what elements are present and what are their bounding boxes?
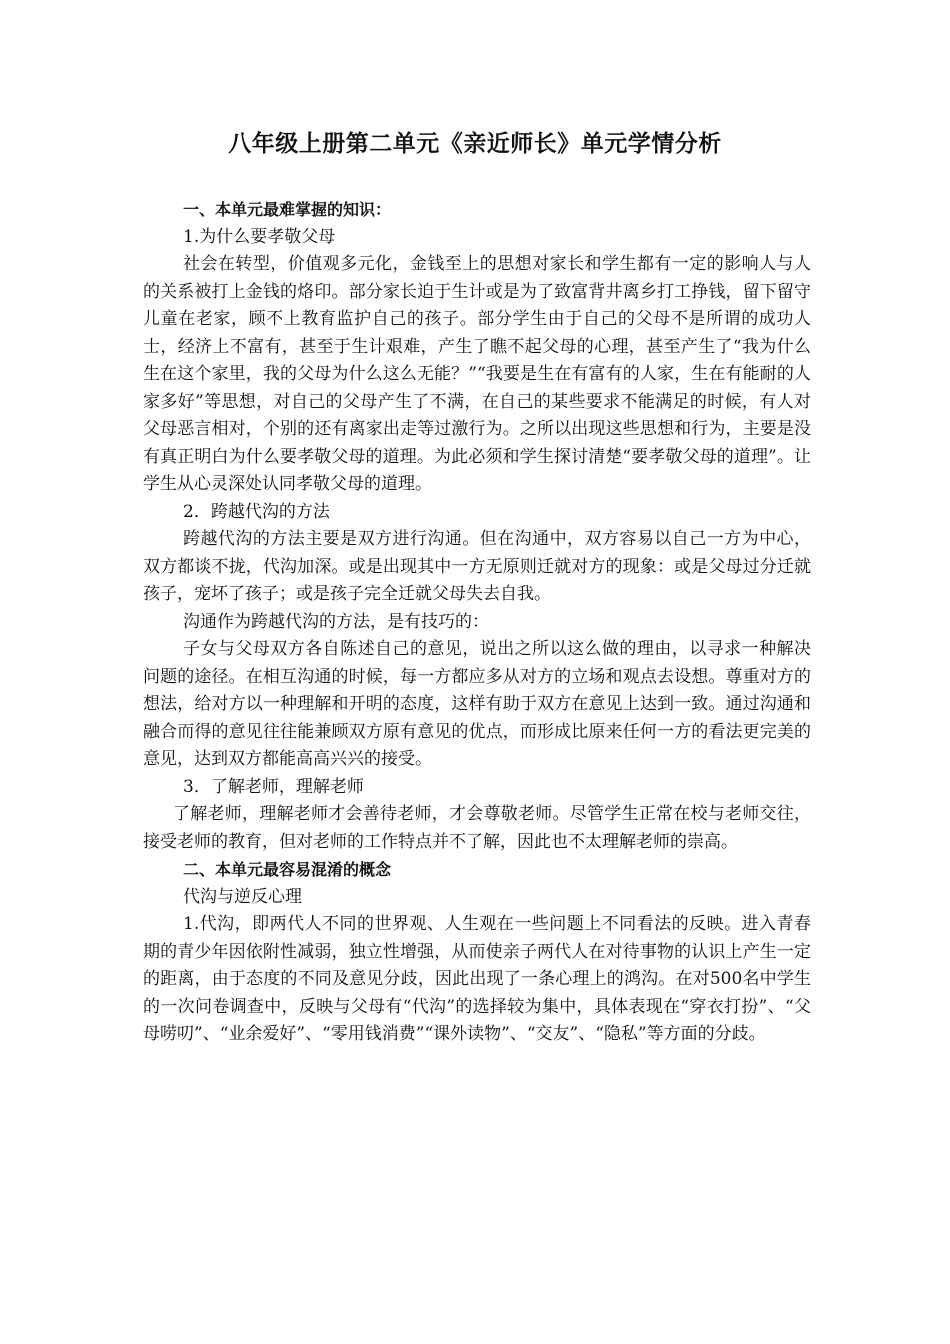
item-3-title: 3．了解老师，理解老师 xyxy=(183,776,364,797)
item-3-paragraph: 了解老师，理解老师才会善待老师，才会尊敬老师。尽管学生正常在校与老师交往，接受老师的教育，但对老师的工作特点并不了解，因此也不太理解老师的崇高。 xyxy=(143,804,811,852)
item-2-paragraph-1: 跨越代沟的方法主要是双方进行沟通。但在沟通中，双方容易以自己一方为中心，双方都谈不拢，代沟加深。或是出现其中一方无原则迁就对方的现象：或是父母过分迁就孩子，宠坏了孩子；或是孩子完全迁就父母失去自我。 xyxy=(143,529,811,604)
document-body xyxy=(143,196,811,1049)
section-2-heading: 二、本单元最容易混淆的概念 xyxy=(183,860,392,879)
item-2-paragraph-3: 子女与父母双方各自陈述自己的意见，说出之所以这么做的理由，以寻求一种解决问题的途径。在相互沟通的时候，每一方都应多从对方的立场和观点去设想。尊重对方的想法，给对方以一种理解和开明的态度，这样有助于双方在意见上达到一致。通过沟通和融合而得的意见往往能兼顾双方原有意见的优点，而形成比原来任何一方的看法更完美的意见，达到双方都能高高兴兴的接受。 xyxy=(143,639,811,769)
item-1-paragraph: 社会在转型，价值观多元化，金钱至上的思想对家长和学生都有一定的影响人与人的关系被打上金钱的烙印。部分家长迫于生计或是为了致富背井离乡打工挣钱，留下留守儿童在老家，顾不上教育监护自己的孩子。部分学生由于自己的父母不是所谓的成功人士，经济上不富有，甚至于生计艰难，产生了瞧不起父母的心理，甚至产生了“我为什么生在这个家里，我的父母为什么这么无能？”“我要是生在有富有的人家，生在有能耐的人家多好”等思想，对自己的父母产生了不满，在自己的某些要求不能满足的时候，有人对父母恶言相对，个别的还有离家出走等过激行为。之所以出现这些思想和行为，主要是没有真正明白为什么要孝敬父母的道理。为此必须和学生探讨清楚“要孝敬父母的道理”。让学生从心灵深处认同孝敬父母的道理。 xyxy=(143,254,811,494)
item-2-title: 2．跨越代沟的方法 xyxy=(183,501,330,522)
item-2-paragraph-2: 沟通作为跨越代沟的方法，是有技巧的： xyxy=(183,611,489,632)
document-title: 八年级上册第二单元《亲近师长》单元学情分析 xyxy=(228,131,722,157)
section-2-subheading: 代沟与逆反心理 xyxy=(183,886,302,907)
item-1-title: 1.为什么要孝敬父母 xyxy=(183,226,336,247)
section-1-heading: 一、本单元最难掌握的知识： xyxy=(183,200,392,219)
section-2-paragraph: 1.代沟，即两代人不同的世界观、人生观在一些问题上不同看法的反映。进入青春期的青少年因依附性减弱，独立性增强，从而使亲子两代人在对待事物的认识上产生一定的距离，由于态度的不同及意见分歧，因此出现了一条心理上的鸿沟。在对500名中学生的一次问卷调查中，反映与父母有“代沟”的选择较为集中，具体表现在“穿衣打扮”、“父母唠叨”、“业余爱好”、“零用钱消费”“课外读物”、“交友”、“隐私”等方面的分歧。 xyxy=(143,914,811,1044)
